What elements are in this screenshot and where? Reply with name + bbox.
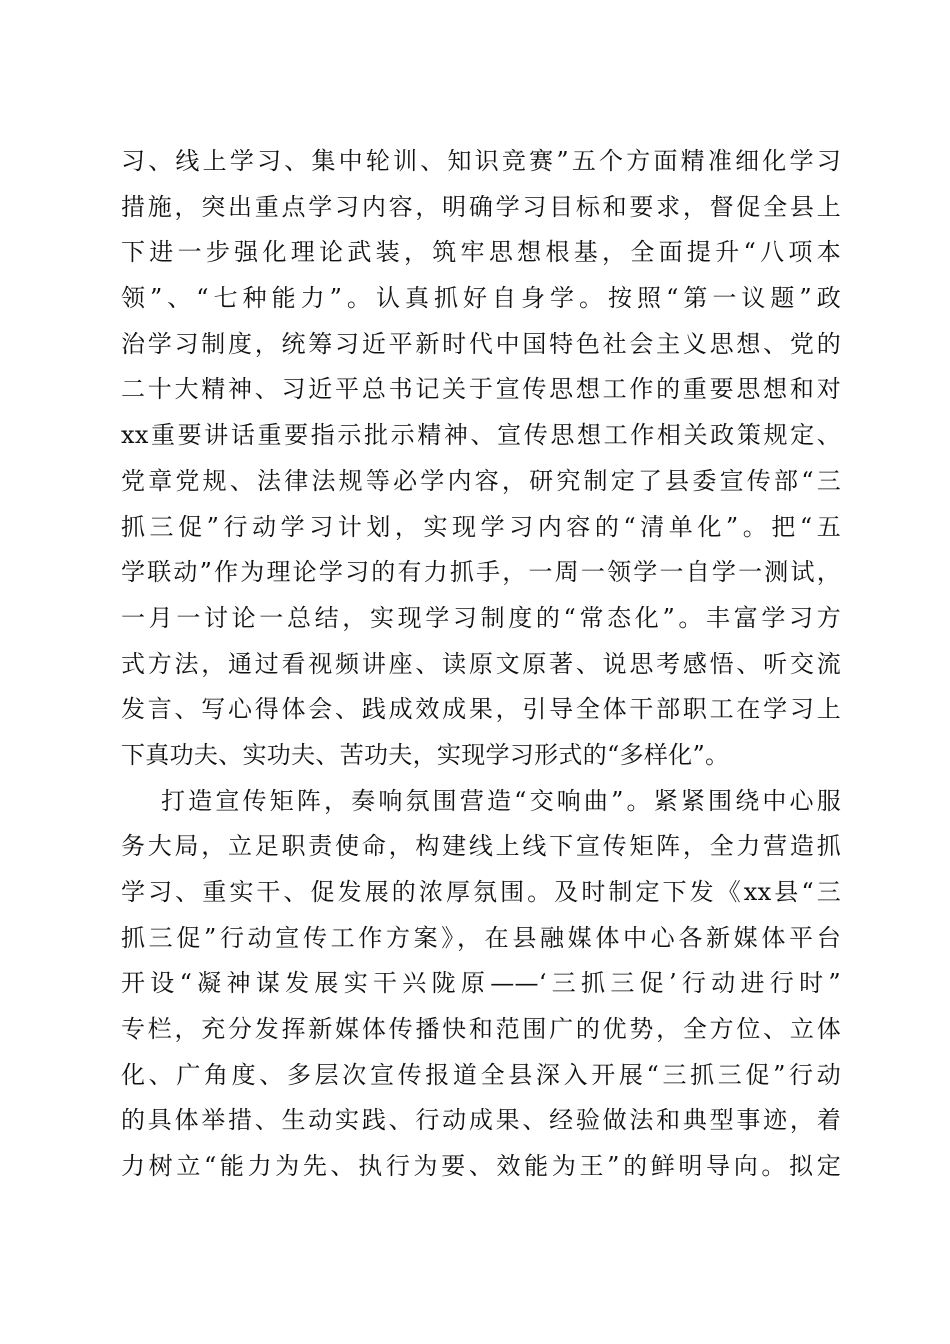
text-line: 下真功夫、实功夫、苦功夫，实现学习形式的“多样化”。 <box>121 740 730 769</box>
text-line: 化、广角度、多层次宣传报道全县深入开展“三抓三促”行动 <box>121 1060 841 1089</box>
text-line: 一月一讨论一总结，实现学习制度的“常态化”。丰富学习方 <box>121 603 841 632</box>
paragraph-1 <box>121 139 841 779</box>
text-line: 开设“凝神谋发展实干兴陇原——‘三抓三促’行动进行时” <box>121 969 841 998</box>
text-line: 习、线上学习、集中轮训、知识竞赛”五个方面精准细化学习 <box>121 147 841 175</box>
text-line: 打造宣传矩阵，奏响氛围营造“交响曲”。紧紧围绕中心服 <box>161 786 841 815</box>
paragraph-2 <box>121 779 841 1190</box>
text-line: 下进一步强化理论武装，筑牢思想根基，全面提升“八项本 <box>121 238 841 267</box>
text-line: 党章党规、法律法规等必学内容，研究制定了县委宣传部“三 <box>121 466 841 495</box>
text-line: 二十大精神、习近平总书记关于宣传思想工作的重要思想和对 <box>121 375 841 404</box>
text-line: 专栏，充分发挥新媒体传播快和范围广的优势，全方位、立体 <box>121 1015 841 1044</box>
text-line: 抓三促”行动学习计划，实现学习内容的“清单化”。把“五 <box>121 512 841 541</box>
text-line: 抓三促”行动宣传工作方案》，在县融媒体中心各新媒体平台 <box>121 923 841 952</box>
text-line: 领”、“七种能力”。认真抓好自身学。按照“第一议题”政 <box>121 284 841 313</box>
text-line: 措施，突出重点学习内容，明确学习目标和要求，督促全县上 <box>121 192 841 221</box>
text-line: 的具体举措、生动实践、行动成果、经验做法和典型事迹，着 <box>121 1106 841 1135</box>
text-line: 发言、写心得体会、践成效成果，引导全体干部职工在学习上 <box>121 695 841 724</box>
text-line: 学联动”作为理论学习的有力抓手，一周一领学一自学一测试， <box>121 558 841 587</box>
text-line: 治学习制度，统筹习近平新时代中国特色社会主义思想、党的 <box>121 329 841 358</box>
text-line: xx重要讲话重要指示批示精神、宣传思想工作相关政策规定、 <box>121 421 841 450</box>
document-body <box>121 139 841 1190</box>
text-line: 式方法，通过看视频讲座、读原文原著、说思考感悟、听交流 <box>121 649 841 678</box>
text-line: 学习、重实干、促发展的浓厚氛围。及时制定下发《xx县“三 <box>121 878 841 906</box>
text-line: 力树立“能力为先、执行为要、效能为王”的鲜明导向。拟定 <box>121 1152 841 1181</box>
text-line: 务大局，立足职责使命，构建线上线下宣传矩阵，全力营造抓 <box>121 832 841 861</box>
